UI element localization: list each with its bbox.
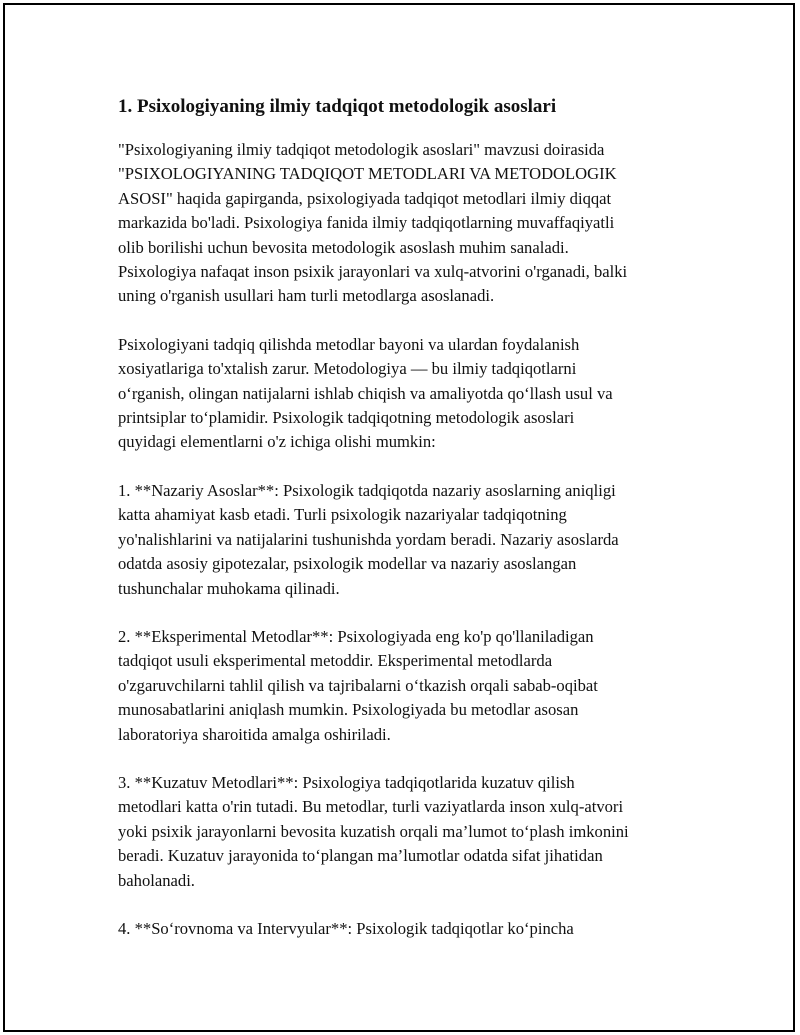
paragraph-intro xyxy=(118,138,688,309)
text-line: katta ahamiyat kasb etadi. Turli psixologik nazariyalar tadqiqotning xyxy=(118,505,567,525)
text-line: 4. **So‘rovnoma va Intervyular**: Psixologik tadqiqotlar ko‘pincha xyxy=(118,918,574,938)
text-line: 1. **Nazariy Asoslar**: Psixologik tadqiqotda nazariy asoslarning aniqligi xyxy=(118,480,616,500)
text-line: baholanadi. xyxy=(118,870,195,890)
text-line: metodlari katta o'rin tutadi. Bu metodlar, turli vaziyatlarda inson xulq-atvori xyxy=(118,797,624,817)
text-line: 2. **Eksperimental Metodlar**: Psixologiyada eng ko'p qo'llaniladigan xyxy=(118,626,594,646)
text-line: 3. **Kuzatuv Metodlari**: Psixologiya tadqiqotlarida kuzatuv qilish xyxy=(118,772,575,792)
text-line: munosabatlarini aniqlash mumkin. Psixologiyada bu metodlar asosan xyxy=(118,700,579,720)
text-line: olib borilishi uchun bevosita metodologik asoslash muhim sanaladi. xyxy=(118,237,569,257)
list-item-theoretical xyxy=(118,479,688,601)
text-line: o'zgaruvchilarni tahlil qilish va tajribalarni o‘tkazish orqali sabab-oqibat xyxy=(118,675,598,695)
text-line: printsiplar to‘plamidir. Psixologik tadqiqotning metodologik asoslari xyxy=(118,408,575,428)
text-line: markazida bo'ladi. Psixologiya fanida ilmiy tadqiqotlarning muvaffaqiyatli xyxy=(118,213,615,233)
text-line: tadqiqot usuli eksperimental metoddir. Eksperimental metodlarda xyxy=(118,651,553,671)
section-heading: 1. Psixologiyaning ilmiy tadqiqot metodologik asoslari xyxy=(118,96,557,117)
paragraph-methodology xyxy=(118,333,688,455)
text-line: Psixologiyani tadqiq qilishda metodlar bayoni va ulardan foydalanish xyxy=(118,334,580,354)
document-body xyxy=(118,94,688,965)
text-line: uning o'rganish usullari ham turli metodlarga asoslanadi. xyxy=(118,286,495,306)
text-line: "Psixologiyaning ilmiy tadqiqot metodologik asoslari" mavzusi doirasida xyxy=(118,140,605,159)
list-item-observation xyxy=(118,771,688,893)
list-item-experimental xyxy=(118,625,688,747)
text-line: ASOSI" haqida gapirganda, psixologiyada tadqiqot metodlari ilmiy diqqat xyxy=(118,188,612,208)
text-line: beradi. Kuzatuv jarayonida to‘plangan ma’lumotlar odatda sifat jihatidan xyxy=(118,846,603,866)
text-line: laboratoriya sharoitida amalga oshiriladi. xyxy=(118,724,391,744)
text-line: Psixologiya nafaqat inson psixik jarayonlari va xulq-atvorini o'rganadi, balki xyxy=(118,262,628,282)
list-item-survey xyxy=(118,917,688,941)
text-line: tushunchalar muhokama qilinadi. xyxy=(118,578,340,598)
text-line: yo'nalishlarini va natijalarini tushunishda yordam beradi. Nazariy asoslarda xyxy=(118,529,619,549)
text-line: odatda asosiy gipotezalar, psixologik modellar va nazariy asoslangan xyxy=(118,554,577,574)
text-line: quyidagi elementlarni o'z ichiga olishi mumkin: xyxy=(118,432,436,452)
text-line: "PSIXOLOGIYANING TADQIQOT METODLARI VA METODOLOGIK xyxy=(118,164,617,184)
text-line: yoki psixik jarayonlarni bevosita kuzatish orqali ma’lumot to‘plash imkonini xyxy=(118,821,629,841)
text-line: xosiyatlariga to'xtalish zarur. Metodologiya — bu ilmiy tadqiqotlarni xyxy=(118,359,577,379)
text-line: o‘rganish, olingan natijalarni ishlab chiqish va amaliyotda qo‘llash usul va xyxy=(118,383,613,403)
